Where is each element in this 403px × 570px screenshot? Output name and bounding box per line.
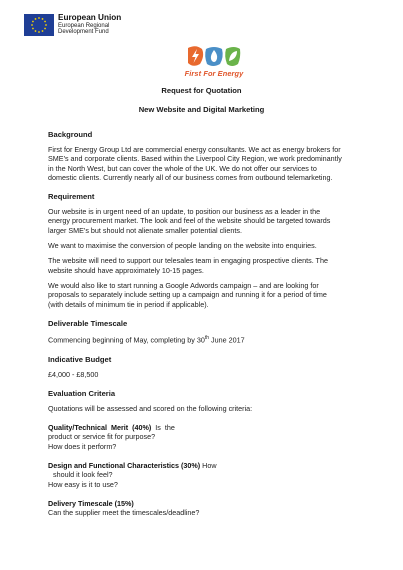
timescale-text bbox=[48, 334, 384, 345]
eu-star-icon bbox=[44, 21, 46, 23]
criterion-quality-tail: Is the bbox=[151, 423, 175, 433]
criterion-design bbox=[48, 461, 384, 470]
timescale-text-end: June 2017 bbox=[209, 335, 245, 345]
criterion-quality-line: How does it perform? bbox=[48, 441, 117, 451]
criterion-design-line: should it look feel? bbox=[53, 470, 113, 480]
criterion-quality-label: Quality/Technical Merit (40%) bbox=[48, 423, 152, 433]
requirement-line: We would also like to start running a Google Adwords campaign – and are looking for bbox=[48, 280, 319, 290]
timescale-ordinal: th bbox=[204, 334, 210, 341]
section-heading-evaluation: Evaluation Criteria bbox=[48, 388, 116, 398]
eu-star-icon bbox=[44, 28, 46, 30]
budget-text: £4,000 - £8,500 bbox=[48, 369, 99, 379]
eu-subtitle-line2: Development Fund bbox=[58, 28, 109, 35]
flame-icon bbox=[205, 47, 222, 66]
eu-star-icon bbox=[38, 31, 40, 33]
eu-star-icon bbox=[42, 30, 44, 32]
requirement-line: (with details of minimum tie in period if applicable). bbox=[48, 299, 209, 309]
section-heading-background: Background bbox=[48, 130, 93, 139]
document-title: Request for Quotation bbox=[161, 86, 242, 95]
criterion-delivery bbox=[48, 499, 384, 508]
brand-name: First For Energy bbox=[184, 69, 244, 78]
criterion-design-label: Design and Functional Characteristics (30%) bbox=[48, 461, 201, 471]
eu-star-icon bbox=[31, 24, 33, 26]
background-line: in the North West, but can cover the whole of the UK. We do not offer our services to bbox=[48, 163, 317, 173]
criterion-quality bbox=[48, 423, 384, 432]
eu-title: European Union bbox=[58, 13, 122, 22]
eu-star-icon bbox=[42, 18, 44, 20]
brand-logo bbox=[172, 44, 256, 78]
eu-star-icon bbox=[45, 24, 47, 26]
background-line: First for Energy Group Ltd are commercial energy consultants. We act as energy brokers for bbox=[48, 145, 341, 154]
requirement-line: website should have approximately 10-15 pages. bbox=[48, 265, 204, 275]
timescale-text-start: Commencing beginning of May, completing by 30 bbox=[48, 335, 205, 345]
eu-star-icon bbox=[32, 28, 34, 30]
document-body bbox=[48, 130, 384, 518]
eu-flag-icon bbox=[24, 14, 54, 36]
background-line: SME's and corporate clients. Based within the Liverpool City Region, we work predominantly bbox=[48, 154, 342, 164]
criterion-design-line: How easy is it to use? bbox=[48, 479, 118, 489]
requirement-line: The website will need to support our telesales team in engaging prospective clients. The bbox=[48, 256, 328, 266]
eu-star-icon bbox=[35, 18, 37, 20]
requirement-line: larger SME's but should not alienate smaller potential clients. bbox=[48, 225, 242, 235]
section-heading-timescale: Deliverable Timescale bbox=[48, 318, 128, 328]
section-heading-budget: Indicative Budget bbox=[48, 354, 112, 364]
criterion-quality-line: product or service fit for purpose? bbox=[48, 432, 156, 442]
section-heading-requirement: Requirement bbox=[48, 192, 95, 202]
eu-funding-header bbox=[24, 14, 121, 36]
eu-star-icon bbox=[32, 21, 34, 23]
requirement-line: energy procurement market. The look and feel of the website should be targeted towards bbox=[48, 216, 331, 226]
document-subtitle: New Website and Digital Marketing bbox=[138, 105, 265, 114]
criterion-delivery-label: Delivery Timescale (15%) bbox=[48, 498, 134, 508]
eu-star-icon bbox=[35, 30, 37, 32]
eu-star-icon bbox=[38, 17, 40, 19]
criterion-design-tail: How bbox=[200, 461, 217, 471]
evaluation-intro: Quotations will be assessed and scored on the following criteria: bbox=[48, 403, 253, 413]
leaf-icon bbox=[225, 47, 240, 66]
requirement-line: proposals to separately include setting up a campaign and running it for a period of time bbox=[48, 290, 327, 300]
eu-subtitle-line1: European Regional bbox=[58, 22, 110, 29]
criterion-delivery-line: Can the supplier meet the timescales/deadline? bbox=[48, 508, 200, 518]
background-line: domestic clients. Currently nearly all of our business comes from outbound telemarketing. bbox=[48, 172, 333, 182]
lightning-icon bbox=[188, 46, 203, 66]
requirement-line: We want to maximise the conversion of people landing on the website into enquiries. bbox=[48, 241, 317, 251]
requirement-line: Our website is in urgent need of an update, to position our business as a leader in the bbox=[48, 207, 321, 217]
